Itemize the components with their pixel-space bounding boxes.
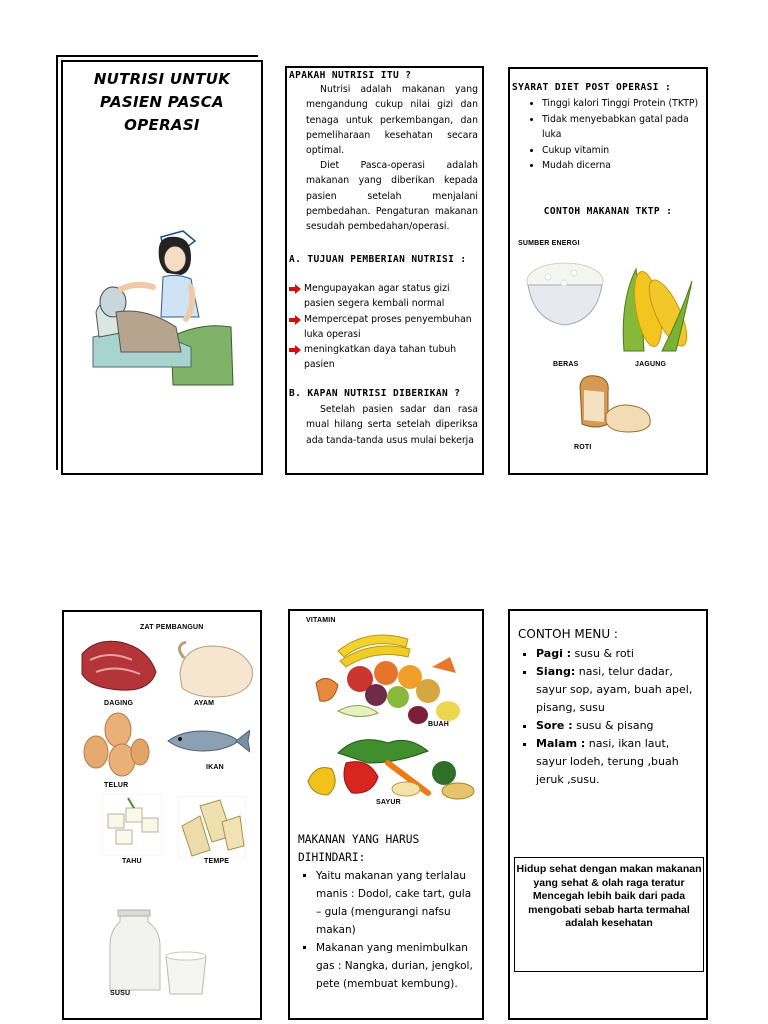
vitamin-label: VITAMIN: [306, 617, 336, 624]
tempe-label: TEMPE: [204, 858, 230, 865]
contoh-tktp-heading: CONTOH MAKANAN TKTP :: [543, 206, 673, 217]
menu-panel: [508, 609, 708, 1020]
tahu-label: TAHU: [122, 858, 142, 865]
red-arrow-icon: [289, 345, 301, 355]
bread-image: [576, 372, 656, 434]
menu-list: [510, 645, 702, 789]
corn-image: [616, 261, 694, 356]
list-item: ▪ Malam : nasi, ikan laut, sayur lodeh, terung ,buah jeruk ,susu.: [536, 735, 702, 789]
eggs-image: [78, 710, 150, 780]
fruits-image: [298, 621, 480, 731]
vitamin-panel: [288, 609, 484, 1020]
list-item: • Tidak menyebabkan gatal pada luka: [542, 112, 704, 143]
hindari-heading: MAKANAN YANG HARUS DIHINDARI:: [298, 833, 420, 864]
health-note-2: Mencegah lebih baik dari pada mengobati sebab harta termahal adalah kesehatan: [528, 890, 690, 929]
tujuan-heading: A. TUJUAN PEMBERIAN NUTRISI :: [289, 254, 467, 265]
apa-heading: APAKAH NUTRISI ITU ?: [289, 70, 412, 81]
jagung-label: JAGUNG: [635, 361, 667, 368]
sayur-label: SAYUR: [376, 799, 401, 806]
list-item: ▪ Pagi : susu & roti: [536, 645, 702, 663]
list-item: • Tinggi kalori Tinggi Protein (TKTP): [542, 96, 704, 112]
telur-label: TELUR: [104, 782, 129, 789]
chicken-image: [172, 638, 258, 700]
tofu-image: [102, 794, 162, 856]
menu-heading: CONTOH MENU :: [518, 627, 618, 641]
meat-image: [76, 634, 162, 696]
vegetables-image: [298, 733, 480, 803]
rice-bowl-image: [524, 259, 606, 327]
list-item: ▪ Yaitu makanan yang terlalau manis : Dodol, cake tart, gula – gula (mengurangi nafsu makan): [316, 867, 478, 939]
list-item: Mengupayakan agar status gizi pasien segera kembali normal: [289, 281, 478, 312]
milk-image: [108, 908, 228, 998]
hindari-list: [290, 867, 478, 993]
zat-pembangun-label: ZAT PEMBANGUN: [140, 624, 204, 631]
health-note-1: Hidup sehat dengan makan makanan yang sehat & olah raga teratur: [516, 863, 702, 889]
syarat-list: [510, 96, 704, 174]
ayam-label: AYAM: [194, 700, 215, 707]
apa-diet: Diet Pasca-operasi adalah makanan yang diberikan kepada pasien setelah menjalani pembedahan. Pengaturan makanan sesudah pembedahan/operasi.: [306, 160, 478, 233]
fish-image: [166, 726, 250, 756]
health-note-box: [514, 857, 704, 972]
susu-label: SUSU: [110, 990, 131, 997]
tujuan-list: [289, 281, 478, 373]
cover-title: NUTRISI UNTUK PASIEN PASCA OPERASI: [93, 70, 231, 134]
list-item: • Cukup vitamin: [542, 143, 704, 159]
list-item: ▪ Makanan yang menimbulkan gas : Nangka, durian, jengkol, pete (membuat kembung).: [316, 939, 478, 993]
info-panel: [285, 66, 484, 475]
list-item: Mempercepat proses penyembuhan luka operasi: [289, 312, 478, 343]
cover-panel: [61, 60, 263, 475]
beras-label: BERAS: [553, 361, 579, 368]
ikan-label: IKAN: [206, 764, 224, 771]
list-item: • Mudah dicerna: [542, 158, 704, 174]
red-arrow-icon: [289, 284, 301, 294]
pembangun-panel: [62, 610, 262, 1020]
kapan-text: Setelah pasien sadar dan rasa mual hilang serta setelah diperiksa ada tanda-tanda usus mulai bekerja: [306, 404, 478, 446]
apa-definition: Nutrisi adalah makanan yang mengandung cukup nilai gizi dan tenaga untuk perkembangan, dan pemeliharaan kesehatan secara optimal.: [306, 84, 478, 157]
kapan-heading: B. KAPAN NUTRISI DIBERIKAN ?: [289, 388, 461, 399]
list-item: meningkatkan daya tahan tubuh pasien: [289, 342, 478, 373]
buah-label: BUAH: [428, 721, 450, 728]
syarat-heading: SYARAT DIET POST OPERASI :: [512, 82, 672, 93]
list-item: ▪ Siang: nasi, telur dadar, sayur sop, ayam, buah apel, pisang, susu: [536, 663, 702, 717]
nurse-patient-illustration: [91, 217, 236, 387]
syarat-panel: [508, 67, 708, 475]
roti-label: ROTI: [574, 444, 592, 451]
red-arrow-icon: [289, 315, 301, 325]
sumber-energi-label: SUMBER ENERGI: [518, 240, 580, 247]
daging-label: DAGING: [104, 700, 134, 707]
list-item: ▪ Sore : susu & pisang: [536, 717, 702, 735]
tempe-image: [178, 796, 246, 858]
